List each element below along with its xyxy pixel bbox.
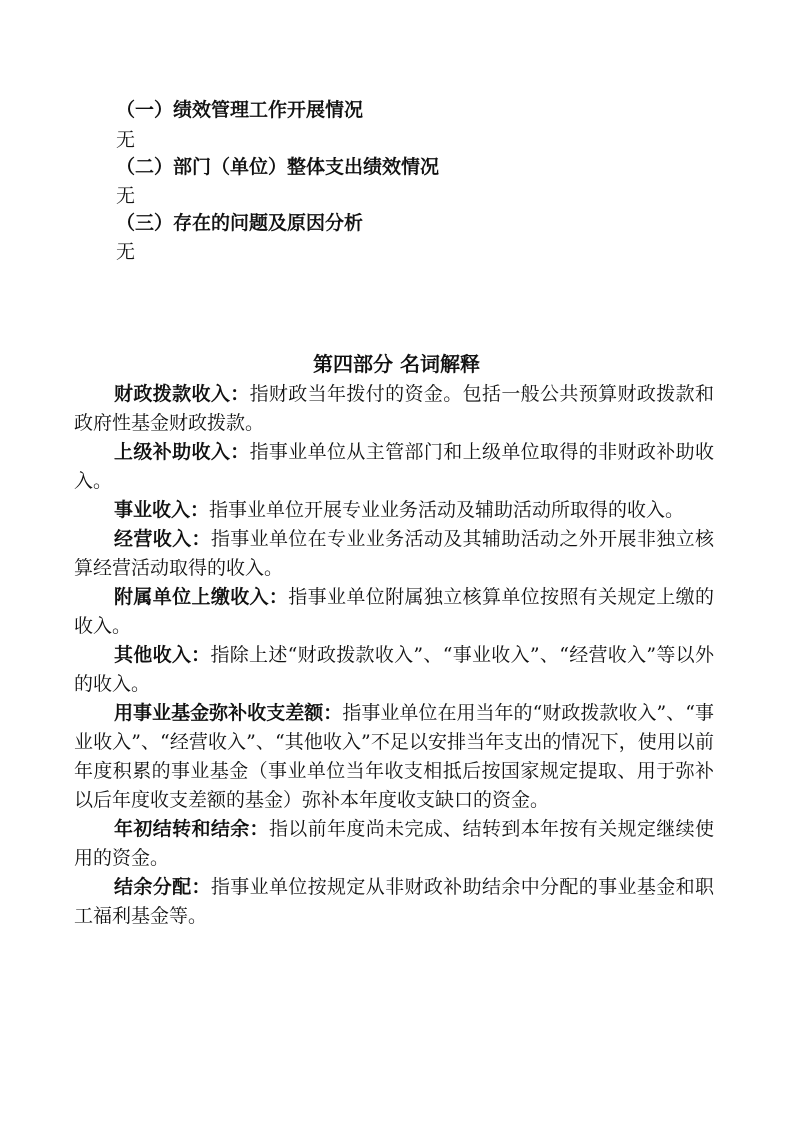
definition-item [74,815,714,873]
definition-item [74,380,714,438]
definition-term: 事业收入： [114,499,210,521]
section-heading-problems-analysis: （三）存在的问题及原因分析 [116,212,364,234]
definition-text: 指除上述“财政拨款收入”、“事业收入”、“经营收入”等以外的收入。 [74,644,714,695]
definition-term: 财政拨款收入： [114,383,250,405]
definition-item [74,641,714,699]
definition-term: 结余分配： [114,876,211,898]
definition-text: 指事业单位附属独立核算单位按照有关规定上缴的收入。 [74,586,714,637]
section-body-overall-expenditure: 无 [116,185,136,207]
definition-text: 指事业单位从主管部门和上级单位取得的非财政补助收入。 [74,441,714,492]
section-body-problems-analysis: 无 [116,241,136,263]
definition-term: 经营收入： [114,528,211,550]
definition-term: 其他收入： [114,644,211,666]
section-heading-performance-management: （一）绩效管理工作开展情况 [116,99,364,121]
definition-term: 上级补助收入： [114,441,250,463]
definition-item [74,873,714,931]
definition-text: 指以前年度尚未完成、结转到本年按有关规定继续使用的资金。 [74,818,714,869]
definition-item [74,583,714,641]
section-body-performance-management: 无 [116,129,136,151]
definition-term: 附属单位上缴收入： [114,586,289,608]
definition-term: 年初结转和结余： [114,818,269,840]
definition-text: 指事业单位在用当年的“财政拨款收入”、“事业收入”、“经营收入”、“其他收入”不足以安排当年支出的情况下，使用以前年度积累的事业基金（事业单位当年收支相抵后按国家规定提取、用于弥补以后年度收支差额的基金）弥补本年度收支缺口的资金。 [74,702,714,811]
part-title: 第四部分 名词解释 [313,352,480,376]
definition-item [74,525,714,583]
definitions-list [74,380,714,931]
definition-text: 指事业单位开展专业业务活动及辅助活动所取得的收入。 [209,499,685,521]
definition-item [74,496,714,525]
definition-text: 指事业单位在专业业务活动及其辅助活动之外开展非独立核算经营活动取得的收入。 [74,528,714,579]
definition-text: 指财政当年拨付的资金。包括一般公共预算财政拨款和政府性基金财政拨款。 [74,383,714,434]
definition-item [74,699,714,815]
definition-text: 指事业单位按规定从非财政补助结余中分配的事业基金和职工福利基金等。 [74,876,714,927]
definition-term: 用事业基金弥补收支差额： [114,702,343,724]
section-heading-overall-expenditure: （二）部门（单位）整体支出绩效情况 [116,156,440,178]
definition-item [74,438,714,496]
